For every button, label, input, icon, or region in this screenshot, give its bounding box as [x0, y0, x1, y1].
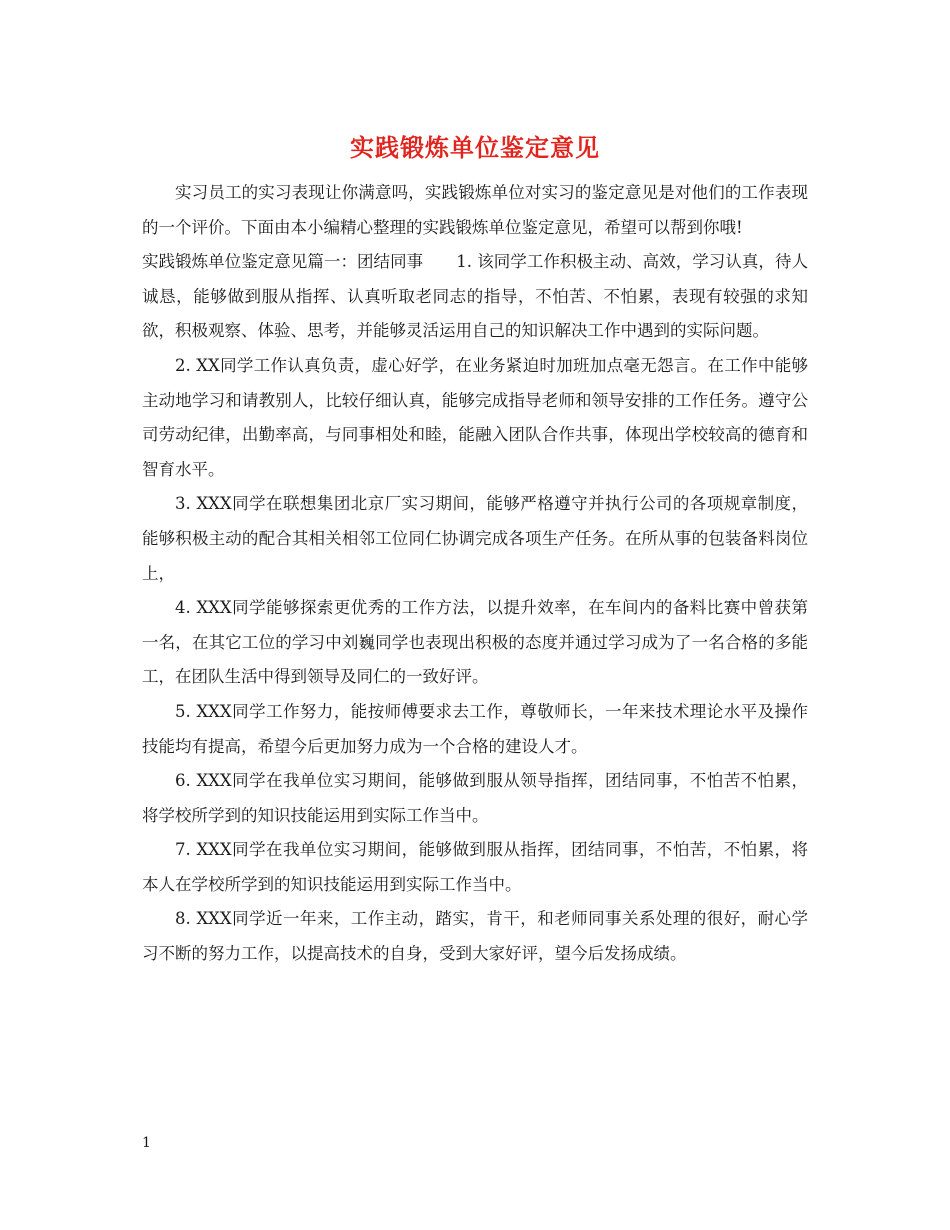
- document-body: [142, 176, 808, 972]
- item-paragraph-6: 6. XXX同学在我单位实习期间，能够做到服从领导指挥，团结同事，不怕苦不怕累，将学校所学到的知识技能运用到实际工作当中。: [142, 771, 808, 825]
- page-number: 1: [142, 1135, 151, 1151]
- section-heading-paragraph: 实践锻炼单位鉴定意见篇一：团结同事 1. 该同学工作积极主动、高效，学习认真，待人诚恳，能够做到服从指挥、认真听取老同志的指导，不怕苦、不怕累，表现有较强的求知欲，积极观察、体验、思考，并能够灵活运用自己的知识解决工作中遇到的实际问题。: [142, 252, 808, 341]
- item-paragraph-7: 7. XXX同学在我单位实习期间，能够做到服从指挥，团结同事，不怕苦，不怕累，将本人在学校所学到的知识技能运用到实际工作当中。: [142, 840, 808, 894]
- document-title: 实践锻炼单位鉴定意见: [350, 133, 600, 162]
- item-paragraph-4: 4. XXX同学能够探索更优秀的工作方法，以提升效率，在车间内的备料比赛中曾获第一名，在其它工位的学习中刘巍同学也表现出积极的态度并通过学习成为了一名合格的多能工，在团队生活中得到领导及同仁的一致好评。: [142, 598, 808, 687]
- intro-paragraph: 实习员工的实习表现让你满意吗，实践锻炼单位对实习的鉴定意见是对他们的工作表现的一个评价。下面由本小编精心整理的实践锻炼单位鉴定意见，希望可以帮到你哦!: [142, 183, 808, 237]
- item-paragraph-3: 3. XXX同学在联想集团北京厂实习期间，能够严格遵守并执行公司的各项规章制度，能够积极主动的配合其相关相邻工位同仁协调完成各项生产任务。在所从事的包装备料岗位上，: [142, 494, 808, 583]
- item-paragraph-2: 2. XX同学工作认真负责，虚心好学，在业务紧迫时加班加点毫无怨言。在工作中能够主动地学习和请教别人，比较仔细认真，能够完成指导老师和领导安排的工作任务。遵守公司劳动纪律，出勤率高，与同事相处和睦，能融入团队合作共事，体现出学校较高的德育和智育水平。: [142, 355, 808, 479]
- item-paragraph-8: 8. XXX同学近一年来，工作主动，踏实，肯干，和老师同事关系处理的很好，耐心学习不断的努力工作，以提高技术的自身，受到大家好评，望今后发扬成绩。: [142, 909, 808, 964]
- item-paragraph-5: 5. XXX同学工作努力，能按师傅要求去工作，尊敬师长，一年来技术理论水平及操作技能均有提高，希望今后更加努力成为一个合格的建设人才。: [142, 701, 808, 756]
